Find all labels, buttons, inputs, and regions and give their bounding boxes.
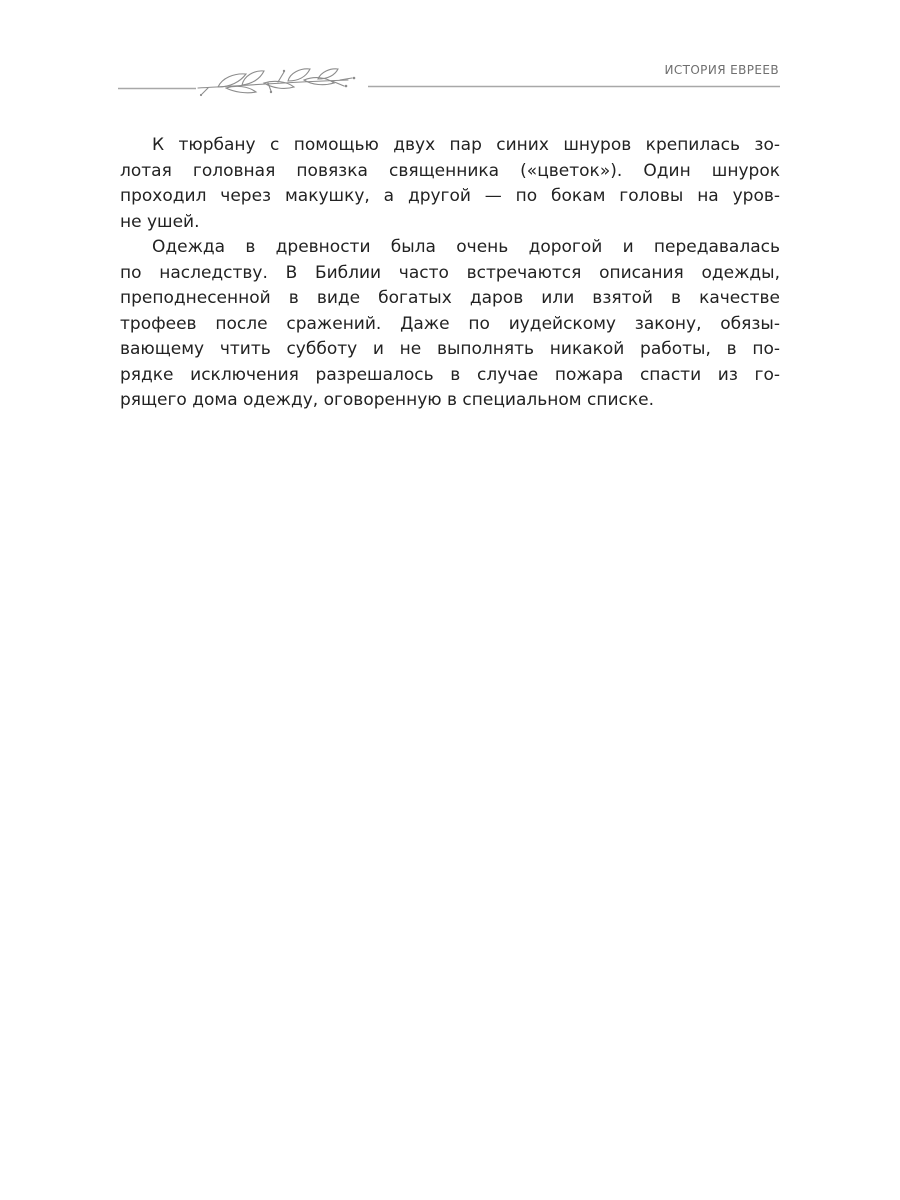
paragraph-1 [120,133,780,235]
laurel-branch-icon [198,69,355,96]
text-line: преподнесенной в виде богатых даров или взятой в качестве [120,288,780,308]
text-line: не ушей. [120,211,200,232]
text-line: Одежда в древности была очень дорогой и передавалась [152,237,780,257]
text-line: трофеев после сражений. Даже по иудейскому закону, обязы- [120,313,780,334]
body-text [120,133,780,414]
text-line: рядке исключения разрешалось в случае пожара спасти из го- [120,364,780,385]
paragraph-2 [120,235,780,414]
text-line: К тюрбану с помощью двух пар синих шнуров крепилась зо- [152,135,780,155]
text-line: проходил через макушку, а другой — по бокам головы на уров- [120,186,780,206]
text-line: вающему чтить субботу и не выполнять никакой работы, в по- [120,339,780,359]
text-line: лотая головная повязка священника («цветок»). Один шнурок [120,160,780,181]
header-ornament [118,64,780,104]
text-line: по наследству. В Библии часто встречаются описания одежды, [120,262,780,283]
running-head-title: ИСТОРИЯ ЕВРЕЕВ [664,63,779,77]
text-line: рящего дома одежду, оговоренную в специальном списке. [120,390,654,410]
